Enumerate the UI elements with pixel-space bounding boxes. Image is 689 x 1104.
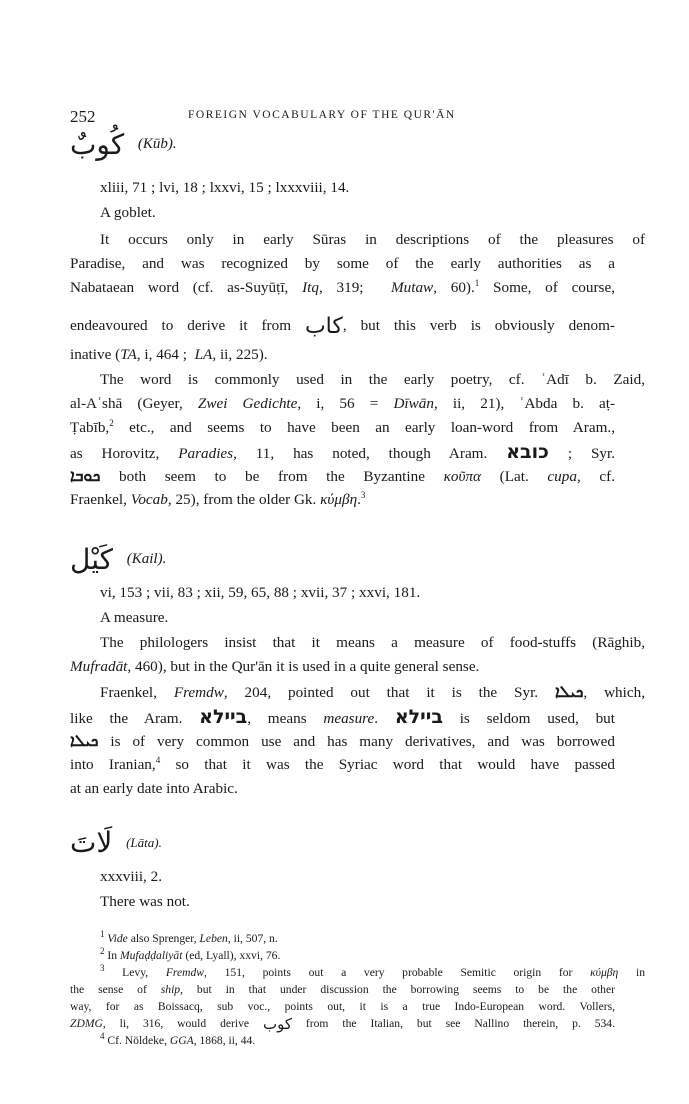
paragraph-line: It occurs only in early Sūras in descriptions of the pleasures of — [100, 231, 645, 248]
citation: Fremdw — [173, 684, 224, 701]
citation: Paradies — [178, 445, 234, 462]
citation: Leben — [199, 932, 228, 945]
paragraph-line: endeavoured to derive it from كاب, but this verb is obviously denom- — [70, 313, 615, 339]
transliteration: (Kūb). — [137, 136, 177, 152]
citation: Itq — [302, 279, 319, 296]
paragraph-line: inative (TA, i, 464 ; LA, ii, 225). — [70, 346, 268, 363]
syriac-word: ܟܘܒܐ — [70, 466, 101, 485]
arabic-headword: كُوبٌ — [70, 128, 125, 161]
entry-headword-kub — [70, 128, 177, 161]
greek-word: κοῦπα — [443, 468, 482, 485]
hebrew-word: ביילא — [199, 706, 248, 728]
footnote-3: $^3$ Levy, Fremdw, 151, points out a very probable Semitic origin for κύμβη in — [100, 963, 646, 979]
citation: Zwei Gedichte — [197, 395, 298, 412]
arabic-headword: لَاتَ — [70, 826, 113, 859]
latin-word: cupa — [547, 468, 577, 485]
hebrew-word: כובא — [506, 441, 549, 463]
footnote-3-line: ZDMG, li, 316, would derive كوب from the Italian, but see Nallino therein, p. 534. — [70, 1014, 615, 1033]
paragraph-line: into Iranian,$^4$ so that it was the Syriac word that would have passed — [70, 754, 615, 773]
greek-word: κύμβη — [590, 966, 619, 979]
gloss: A measure. — [100, 609, 169, 626]
citation: Fremdw — [165, 966, 205, 979]
footnote-2: $^2$ In Mufaḍḍaliyāt (ed, Lyall), xxvi, 76. — [100, 946, 281, 962]
page-number: 252 — [70, 107, 96, 126]
running-title: FOREIGN VOCABULARY OF THE QUR'ĀN — [188, 109, 456, 121]
paragraph-line: Nabataean word (cf. as-Suyūṭī, Itq, 319; Mutaw, 60).$^1$ Some, of course, — [70, 277, 615, 296]
citation: LA — [194, 346, 213, 363]
paragraph-line: Fraenkel, Fremdw, 204, pointed out that it is the Syr. ܟܝܠܐ, which, — [100, 682, 645, 701]
paragraph-line: The philologers insist that it means a measure of food-stuffs (Rāghib, — [100, 634, 645, 651]
citation: TA — [120, 346, 137, 363]
quran-references: vi, 153 ; vii, 83 ; xii, 59, 65, 88 ; xvii, 37 ; xxvi, 181. — [100, 584, 421, 601]
greek-word: κύμβη — [320, 491, 358, 508]
paragraph-line: ܟܝܠܐ is of very common use and has many derivatives, and was borrowed — [70, 731, 615, 750]
arabic-word: كوب — [262, 1014, 292, 1033]
emphasis: ship — [160, 983, 181, 996]
emphasis: Vide — [107, 932, 128, 945]
paragraph-line: Paradise, and was recognized by some of the early authorities as a — [70, 255, 615, 272]
gloss: There was not. — [100, 893, 190, 910]
citation: Dīwān — [393, 395, 434, 412]
paragraph-line: Ṭabīb,$^2$ etc., and seems to have been an early loan-word from Aram., — [70, 417, 615, 436]
emphasis: measure — [323, 710, 375, 727]
citation: Mufradāt — [70, 658, 128, 675]
footnote-3-line: way, for as Boissacq, sub voc., points out, it is a true Indo-European word. Vollers, — [70, 1000, 615, 1013]
arabic-headword: كَيْل — [70, 543, 113, 576]
gloss: A goblet. — [100, 204, 156, 221]
footnote-3-line: the sense of ship, but in that under discussion the borrowing seems to be the other — [70, 983, 615, 996]
citation: GGA — [169, 1034, 194, 1047]
citation: Mutaw — [391, 279, 434, 296]
hebrew-word: ביילא — [394, 706, 443, 728]
paragraph-line: al-Aʿshā (Geyer, Zwei Gedichte, i, 56 = Dīwān, ii, 21), ʿAbda b. aṭ- — [70, 395, 616, 412]
paragraph-line: Mufradāt, 460), but in the Qur'ān it is used in a quite general sense. — [70, 658, 480, 675]
paragraph-line: like the Aram. ביילא, means measure. ביילא is seldom used, but — [70, 706, 616, 728]
quran-references: xxxviii, 2. — [100, 868, 163, 885]
quran-references: xliii, 71 ; lvi, 18 ; lxxvi, 15 ; lxxxviii, 14. — [100, 179, 350, 196]
paragraph-line: The word is commonly used in the early poetry, cf. ʿAdī b. Zaid, — [100, 371, 645, 388]
paragraph-line: ܟܘܒܐ both seem to be from the Byzantine κοῦπα (Lat. cupa, cf. — [70, 466, 615, 485]
paragraph-line: as Horovitz, Paradies, 11, has noted, though Aram. כובא ; Syr. — [70, 441, 615, 463]
entry-headword-lata — [70, 826, 162, 859]
footnote-1: $^1$ Vide also Sprenger, Leben, ii, 507, n. — [100, 929, 278, 945]
entry-headword-kail — [70, 543, 166, 576]
citation: Vocab — [130, 491, 168, 508]
arabic-word: كاب — [304, 313, 343, 339]
footnote-4: $^4$ Cf. Nöldeke, GGA, 1868, ii, 44. — [100, 1031, 256, 1047]
paragraph-line: Fraenkel, Vocab, 25), from the older Gk. κύμβη.$^3$ — [70, 489, 366, 508]
citation: Mufaḍḍaliyāt — [119, 949, 183, 962]
transliteration: (Kail). — [126, 551, 167, 567]
citation: ZDMG — [70, 1017, 103, 1030]
syriac-word: ܟܝܠܐ — [70, 731, 99, 750]
paragraph-line: at an early date into Arabic. — [70, 780, 238, 797]
transliteration: (Lāta). — [126, 834, 162, 850]
syriac-word: ܟܝܠܐ — [554, 682, 584, 701]
